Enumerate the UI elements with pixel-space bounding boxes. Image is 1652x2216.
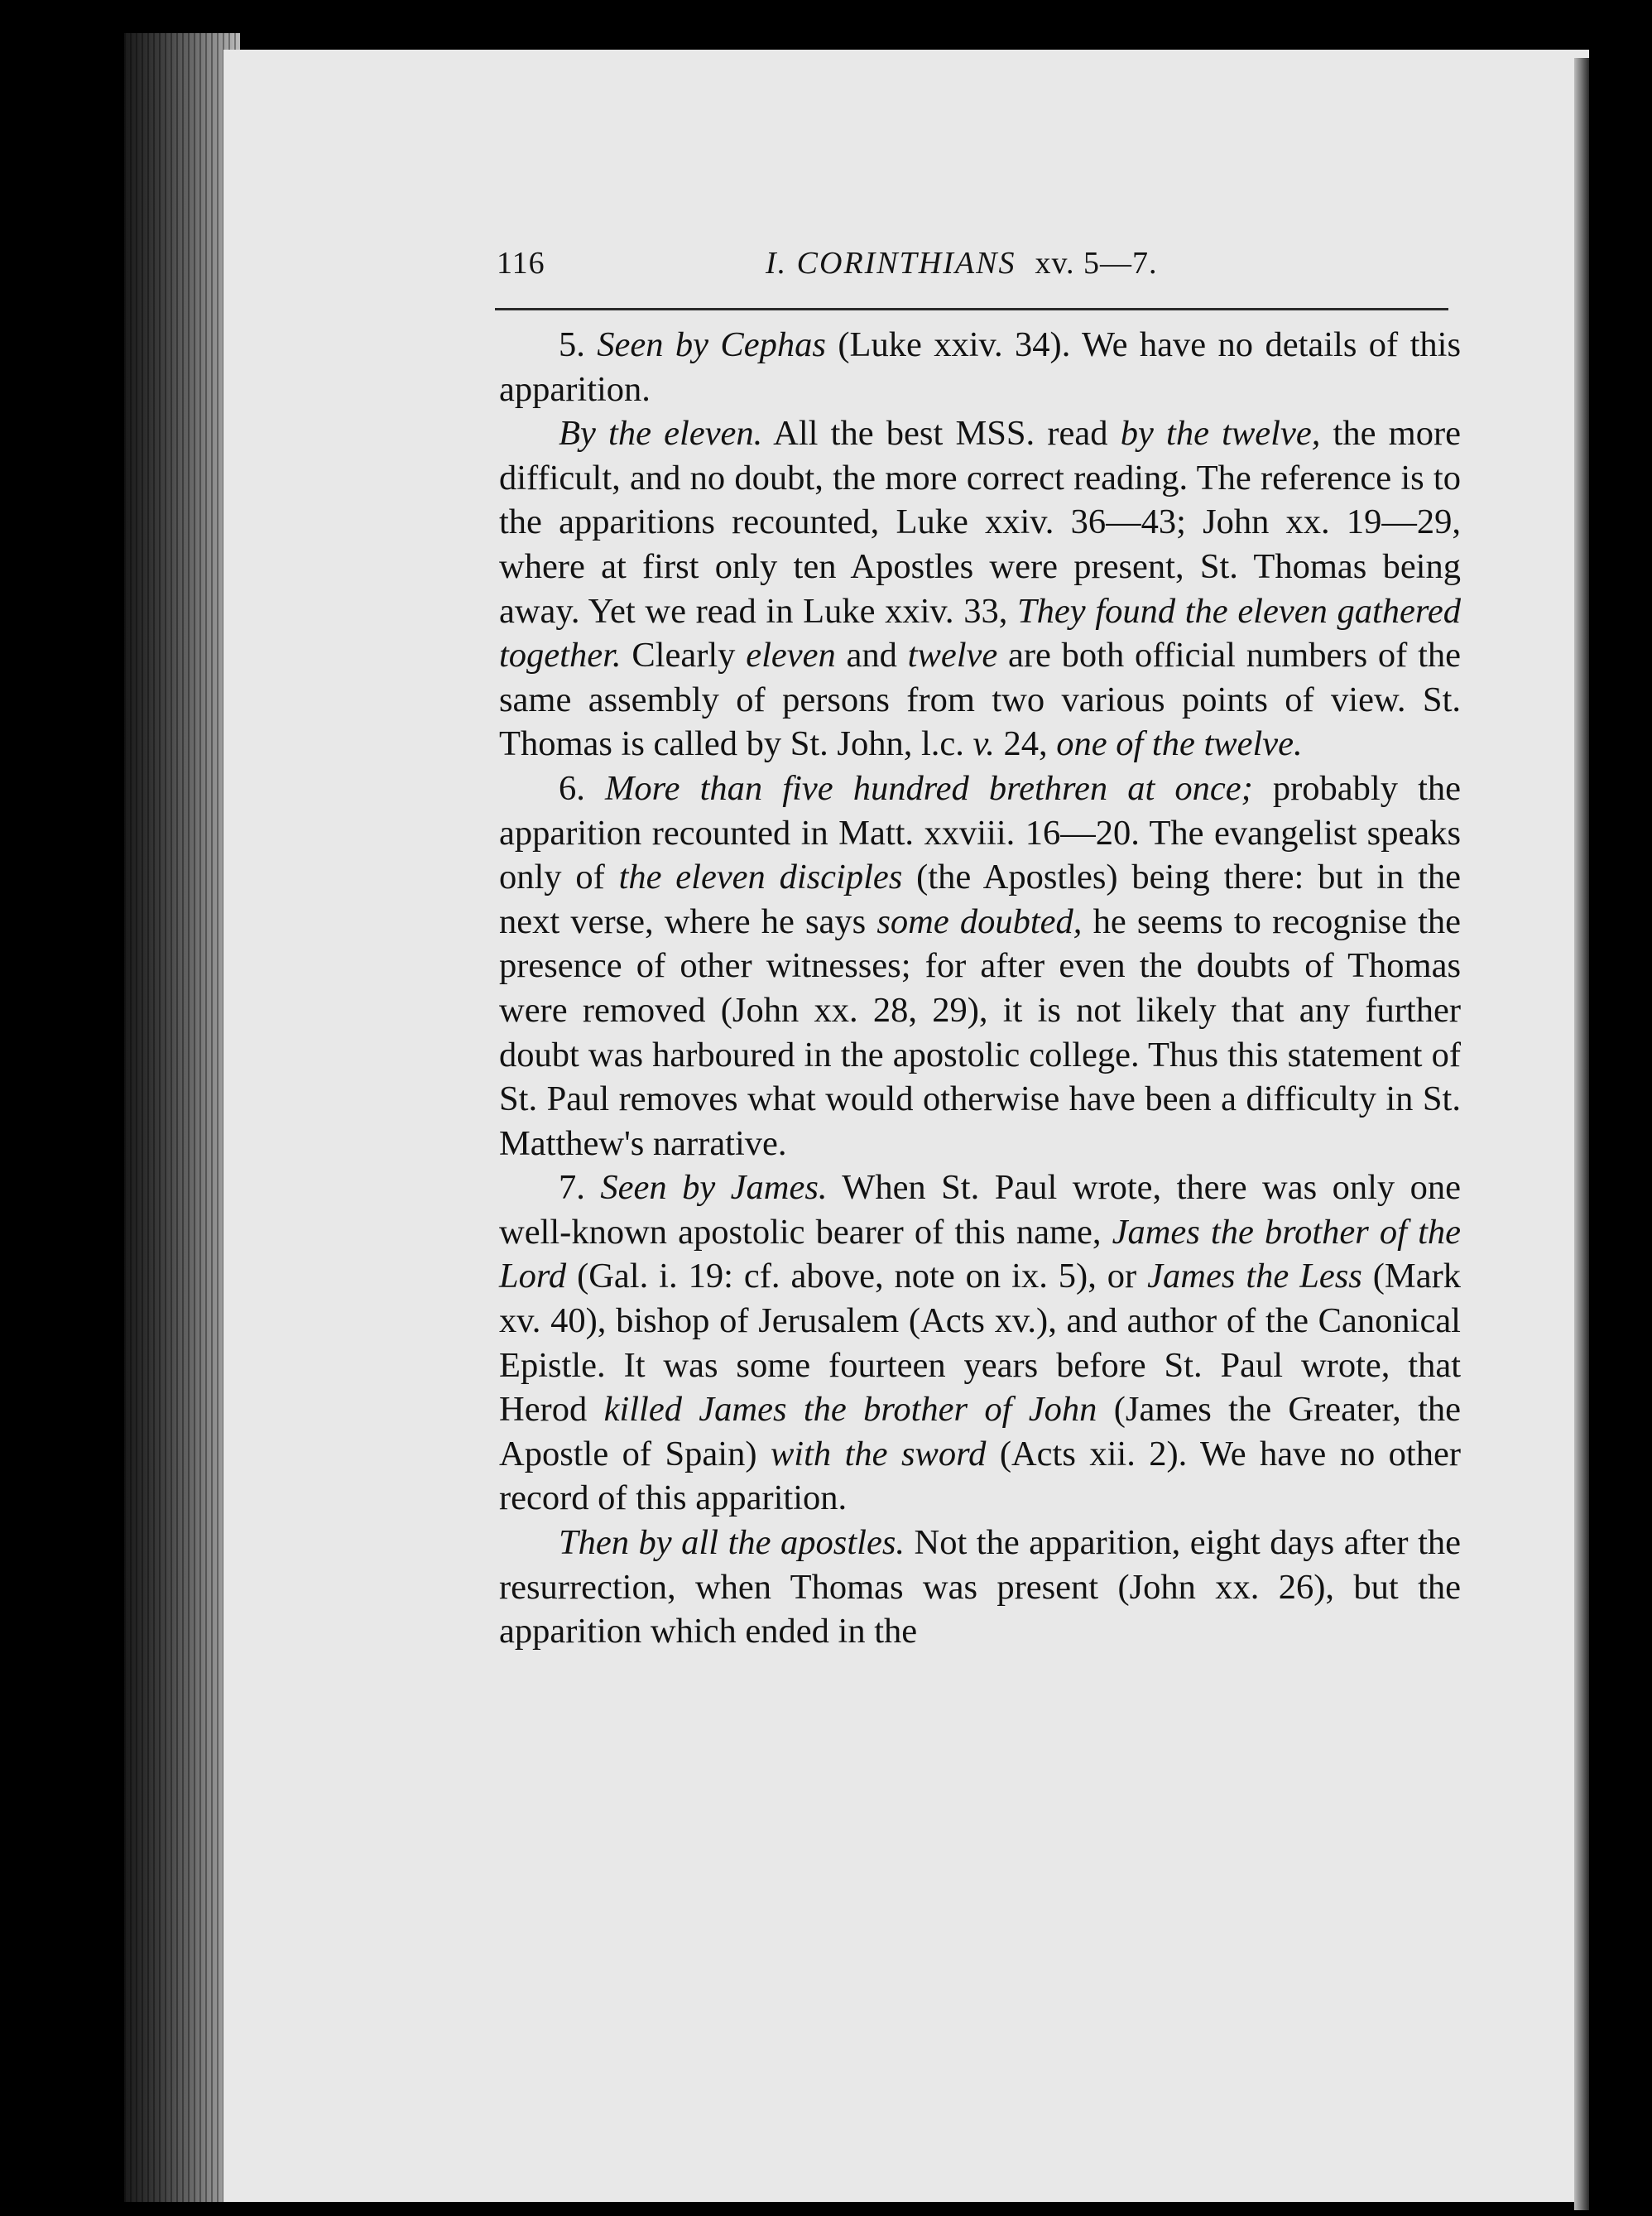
italic-segment: twelve	[907, 636, 998, 675]
text-segment: (Mark xv. 40), bishop of Jerusalem (Acts xv.), and author of the Canonical Epistle. It was some fourteen years before St. Paul wrote, that Herod	[499, 1257, 1461, 1430]
italic-segment: More than five hundred brethren at once;	[605, 768, 1253, 808]
scan-right-margin	[1589, 58, 1652, 2210]
page-number: 116	[497, 246, 545, 281]
text-segment: and	[835, 636, 908, 675]
italic-segment: killed James the brother of John	[603, 1390, 1097, 1430]
header-rule	[495, 308, 1448, 310]
italic-segment: Then by all the apostles.	[559, 1523, 905, 1563]
paragraph	[499, 411, 1461, 767]
italic-segment: by the twelve,	[1120, 414, 1321, 454]
text-segment: All the best MSS. read	[762, 414, 1121, 454]
text-segment: 7.	[559, 1168, 601, 1208]
italic-segment: v.	[972, 724, 995, 764]
italic-segment: James the Less	[1147, 1257, 1362, 1296]
italic-segment: Seen by Cephas	[597, 325, 826, 364]
italic-segment: They found the eleven gathered together.	[499, 591, 1461, 675]
scan-left-margin	[0, 0, 124, 2216]
italic-segment: By the eleven.	[559, 414, 763, 454]
text-segment: he seems to recognise the presence of other witnesses; for after even the doubts of Thomas were removed (John xx. 28, 29), it is not likely that any further doubt was harboured in the apostolic college. Thus this statement of St. Paul removes what would otherwise have been a difficulty in St. Matthew's narrative.	[499, 901, 1461, 1163]
page-header	[497, 245, 1461, 295]
running-title-reference: xv. 5—7.	[1035, 246, 1158, 281]
text-segment: are both official numbers of the same assembly of persons from two various points of view. St. Thomas is called by St. John, l.c.	[499, 636, 1461, 764]
running-title	[766, 245, 1158, 281]
italic-segment: some doubted,	[876, 901, 1083, 941]
text-segment: (James the Greater, the Apostle of Spain)	[499, 1390, 1461, 1473]
text-segment: 6.	[559, 768, 605, 808]
text-segment: probably the apparition recounted in Matt. xxviii. 16—20. The evangelist speaks only of	[499, 768, 1462, 897]
body-text	[499, 323, 1461, 1654]
book-page-edges	[124, 33, 240, 2202]
page-right-shadow	[1574, 58, 1589, 2210]
text-segment: the more difficult, and no doubt, the more correct reading. The reference is to the apparitions recounted, Luke xxiv. 36—43; John xx. 19—29, where at first only ten Apostles were present, St. Thomas being away. Yet we read in Luke xxiv. 33,	[499, 414, 1461, 631]
text-segment: Clearly	[621, 636, 747, 675]
italic-segment: one of the twelve.	[1056, 724, 1303, 764]
text-segment: (Luke xxiv. 34). We have no details of this apparition.	[499, 325, 1462, 409]
text-segment: (Gal. i. 19: cf. above, note on ix. 5), or	[566, 1257, 1148, 1296]
paragraph	[499, 767, 1461, 1166]
text-segment: (the Apostles) being there: but in the next verse, where he says	[499, 858, 1461, 941]
italic-segment: the eleven disciples	[618, 858, 903, 897]
text-segment: 5.	[559, 325, 598, 364]
running-title-text: I. CORINTHIANS	[766, 246, 1016, 281]
text-segment: Not the apparition, eight days after the resurrection, when Thomas was present (John xx. 26), but the apparition which ended in the	[499, 1523, 1461, 1651]
text-segment: 24,	[994, 724, 1057, 764]
italic-segment: eleven	[746, 636, 836, 675]
text-segment: (Acts xii. 2). We have no other record of this apparition.	[499, 1434, 1461, 1518]
paragraph	[499, 1166, 1461, 1521]
paragraph	[499, 323, 1461, 411]
italic-segment: James the brother of the Lord	[499, 1212, 1461, 1296]
italic-segment: with the sword	[770, 1434, 987, 1473]
paragraph	[499, 1521, 1461, 1654]
italic-segment: Seen by James.	[600, 1168, 828, 1208]
text-segment: When St. Paul wrote, there was only one well-known apostolic bearer of this name,	[499, 1168, 1462, 1252]
